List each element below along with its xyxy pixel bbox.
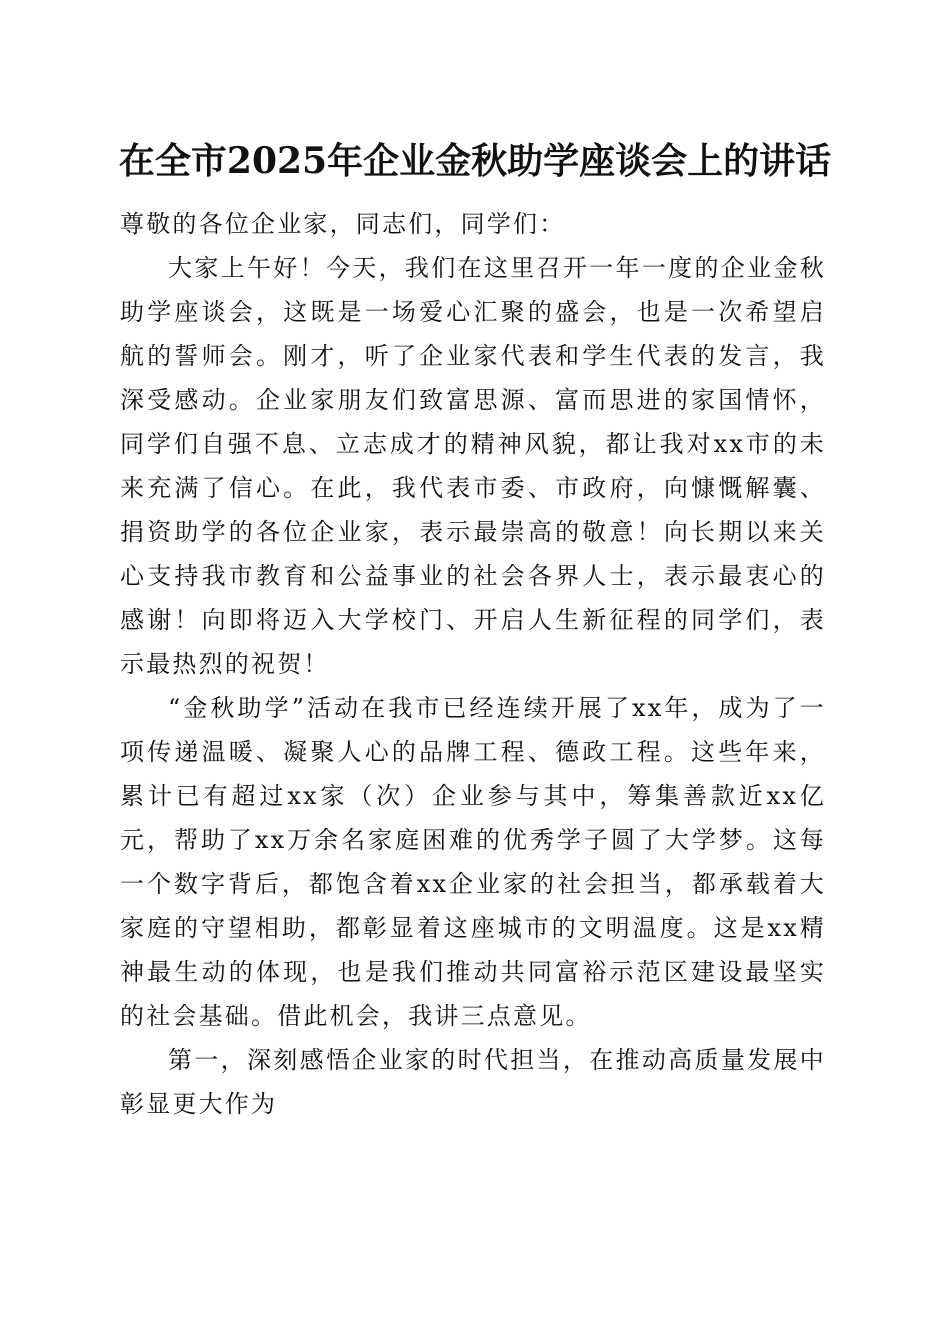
- paragraph-opening: 大家上午好！今天，我们在这里召开一年一度的企业金秋助学座谈会，这既是一场爱心汇聚的盛会，也是一次希望启航的誓师会。刚才，听了企业家代表和学生代表的发言，我深受感动。企业家朋友们致富思源、富而思进的家国情怀，同学们自强不息、立志成才的精神风貌，都让我对xx市的未来充满了信心。在此，我代表市委、市政府，向慷慨解囊、捐资助学的各位企业家，表示最崇高的敬意！向长期以来关心支持我市教育和公益事业的社会各界人士，表示最衷心的感谢！向即将迈入大学校门、开启人生新征程的同学们，表示最热烈的祝贺！: [120, 254, 826, 678]
- salutation: 尊敬的各位企业家，同志们，同学们：: [120, 210, 566, 238]
- section-heading-first: 第一，深刻感悟企业家的时代担当，在推动高质量发展中彰显更大作为: [120, 1046, 826, 1118]
- paragraph-activity-summary: “金秋助学”活动在我市已经连续开展了xx年，成为了一项传递温暖、凝聚人心的品牌工程、德政工程。这些年来，累计已有超过xx家（次）企业参与其中，筹集善款近xx亿元，帮助了xx万余名家庭困难的优秀学子圆了大学梦。这每一个数字背后，都饱含着xx企业家的社会担当，都承载着大家庭的守望相助，都彰显着这座城市的文明温度。这是xx精神最生动的体现，也是我们推动共同富裕示范区建设最坚实的社会基础。借此机会，我讲三点意见。: [120, 694, 826, 1030]
- document-title: 在全市2025年企业金秋助学座谈会上的讲话: [118, 140, 832, 182]
- document-body: [120, 202, 826, 1126]
